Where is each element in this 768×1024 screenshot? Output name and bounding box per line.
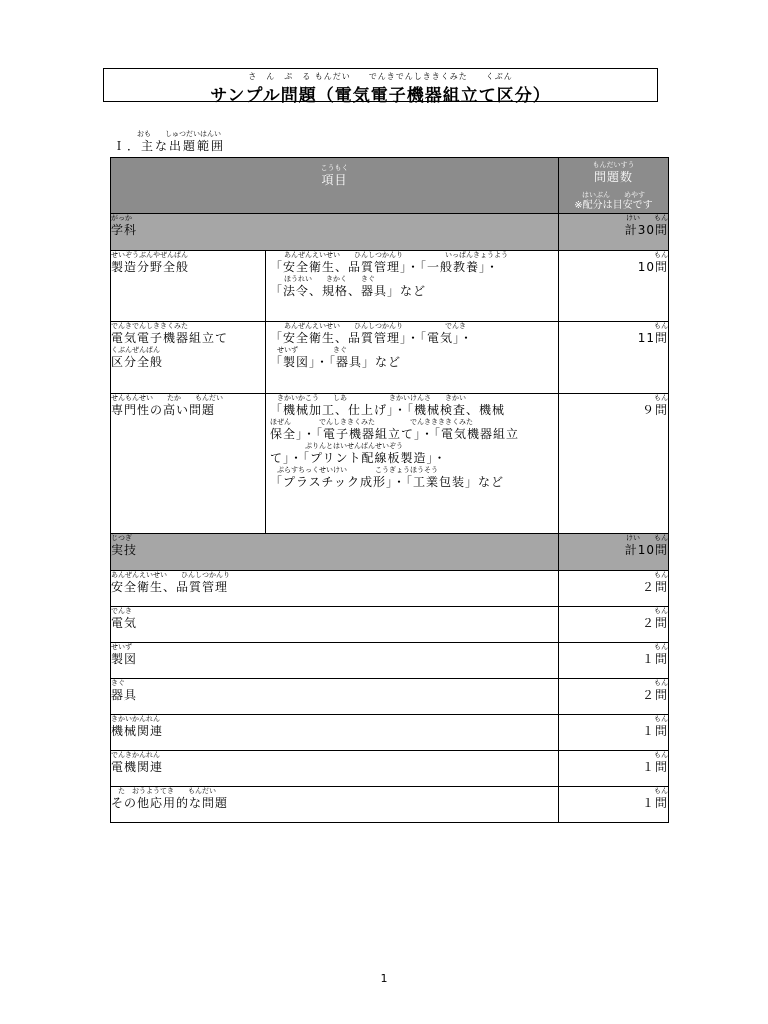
row-name: 安全衛生、品質管理: [111, 580, 229, 594]
header-note: ※配分は目安です: [574, 200, 653, 211]
row-name-cell: [111, 751, 559, 787]
detail-text: 「機械加工、仕上げ」・「機械検査、機械: [270, 403, 506, 417]
row-name: 専門性の高い問題: [111, 403, 216, 417]
row-name-cell: [111, 787, 559, 823]
table-row: [111, 322, 669, 394]
row-name-cell: [111, 643, 559, 679]
category-ruby: じつぎ: [111, 534, 132, 542]
title-ruby: さ ん ぷ る もんだい でんきでんしききくみた くぶん: [248, 72, 513, 81]
detail-ruby: せいず きぐ: [270, 346, 347, 354]
table-row: [111, 643, 669, 679]
row-name: 製図: [111, 652, 138, 666]
detail-ruby: きかいかこう しあ きかいけんさ きかい: [270, 394, 466, 402]
row-count: １問: [641, 724, 668, 738]
row-count-cell: [559, 787, 669, 823]
row-name-cell: [111, 715, 559, 751]
table-row: [111, 251, 669, 322]
table-header-item: [111, 158, 559, 214]
row-count-ruby: もん: [654, 679, 668, 687]
detail-text: 「安全衛生、品質管理」・「電気」・: [270, 331, 474, 345]
row-count-cell: [559, 643, 669, 679]
row-count-ruby: もん: [654, 322, 668, 330]
row-count-cell: [559, 679, 669, 715]
row-name-cell: [111, 571, 559, 607]
detail-ruby: ぷりんとはいせんばんせいぞう: [270, 442, 403, 450]
detail-ruby: ぷらすちっくせいけい こうぎょうほうそう: [270, 466, 438, 474]
row-name-ruby: でんきかんれん: [111, 751, 160, 759]
row-name-ruby: せいず: [111, 643, 132, 651]
row-count-ruby: もん: [654, 394, 668, 402]
row-count-ruby: もん: [654, 607, 668, 615]
row-name: 電気: [111, 616, 138, 630]
row-detail-cell: [266, 394, 559, 534]
detail-text: 「製図」・「器具」など: [270, 355, 402, 369]
category-total: 計10問: [624, 543, 668, 557]
category-label: 実技: [111, 543, 138, 557]
row-count: ２問: [641, 580, 668, 594]
detail-ruby: あんぜんえいせい ひんしつかんり いっぱんきょうよう: [270, 251, 508, 259]
category-total-cell: [559, 534, 669, 571]
row-detail-cell: [266, 322, 559, 394]
row-count-ruby: もん: [654, 787, 668, 795]
row-name-ruby: きかいかんれん: [111, 715, 160, 723]
header-count-ruby: もんだいすう: [592, 161, 635, 169]
row-name-cell: [111, 679, 559, 715]
header-note-ruby: はいぶん めやす: [582, 191, 645, 199]
row-count-ruby: もん: [654, 715, 668, 723]
table-row: [111, 607, 669, 643]
row-name-ruby: でんき: [111, 607, 132, 615]
row-count-ruby: もん: [654, 751, 668, 759]
row-count-cell: [559, 571, 669, 607]
category-row-gakka: [111, 214, 669, 251]
table-row: [111, 787, 669, 823]
category-ruby: がっか: [111, 214, 132, 222]
row-name-ruby: た おうようてき もんだい: [111, 787, 216, 795]
table-header-count: [559, 158, 669, 214]
row-name-ruby: せんもんせい たか もんだい: [111, 394, 223, 402]
row-name: 電気電子機器組立て: [111, 331, 229, 345]
row-name-cell: [111, 251, 266, 322]
row-name: 製造分野全般: [111, 260, 190, 274]
row-count-cell: [559, 607, 669, 643]
row-name: 区分全般: [111, 355, 164, 369]
row-count: ９問: [641, 403, 668, 417]
row-name: 器具: [111, 688, 138, 702]
detail-text: 「法令、規格、器具」など: [270, 284, 427, 298]
row-detail-cell: [266, 251, 559, 322]
table-row: [111, 679, 669, 715]
detail-ruby: ほぜん でんしききくみた でんききききくみた: [270, 418, 473, 426]
row-count-cell: [559, 251, 669, 322]
header-item-ruby: こうもく: [320, 164, 349, 172]
exam-range-table: [110, 157, 669, 823]
category-row-jitsugi: [111, 534, 669, 571]
row-count: １問: [641, 796, 668, 810]
category-label: 学科: [111, 223, 138, 237]
category-total: 計30問: [624, 223, 668, 237]
category-total-ruby: けい もん: [626, 534, 668, 542]
section-title: Ｉ．主な出題範囲: [113, 139, 226, 153]
category-label-cell: [111, 214, 559, 251]
row-count: 10問: [637, 260, 668, 274]
category-total-ruby: けい もん: [626, 214, 668, 222]
table-row: [111, 571, 669, 607]
table-row: [111, 715, 669, 751]
row-count-cell: [559, 715, 669, 751]
row-count: 11問: [637, 331, 668, 345]
detail-text: て」・「プリント配線板製造」・: [270, 451, 447, 465]
detail-ruby: ほうれい きかく きぐ: [270, 275, 375, 283]
row-name-ruby: でんきでんしききくみた: [111, 322, 188, 330]
page-number: 1: [380, 972, 388, 985]
row-count: ２問: [641, 616, 668, 630]
row-count-ruby: もん: [654, 643, 668, 651]
category-total-cell: [559, 214, 669, 251]
row-count: １問: [641, 652, 668, 666]
title-box: [103, 68, 658, 106]
detail-ruby: あんぜんえいせい ひんしつかんり でんき: [270, 322, 466, 330]
category-label-cell: [111, 534, 559, 571]
row-name: 電機関連: [111, 760, 164, 774]
row-count: ２問: [641, 688, 668, 702]
row-name: 機械関連: [111, 724, 164, 738]
table-row: [111, 751, 669, 787]
row-name: その他応用的な問題: [111, 796, 229, 810]
row-count: １問: [641, 760, 668, 774]
page-title: サンプル問題（電気電子機器組立て区分）: [210, 86, 551, 106]
row-count-cell: [559, 394, 669, 534]
row-count-ruby: もん: [654, 251, 668, 259]
row-name-cell: [111, 394, 266, 534]
row-name-cell: [111, 322, 266, 394]
header-item-label: 項目: [321, 173, 348, 187]
detail-text: 「安全衛生、品質管理」・「一般教養」・: [270, 260, 500, 274]
detail-text: 「プラスチック成形」・「工業包装」など: [270, 475, 505, 489]
header-count-label: 問題数: [593, 170, 633, 184]
section-ruby: おも しゅつだいはんい: [137, 130, 221, 138]
row-name-ruby: きぐ: [111, 679, 125, 687]
row-name-ruby: せいぞうぶんやぜんぱん: [111, 251, 188, 259]
detail-text: 保全」・「電子機器組立て」・「電気機器組立: [270, 427, 520, 441]
row-name-ruby: あんぜんえいせい ひんしつかんり: [111, 571, 230, 579]
row-count-ruby: もん: [654, 571, 668, 579]
row-count-cell: [559, 751, 669, 787]
table-row: [111, 394, 669, 534]
row-name-ruby: くぶんぜんぱん: [111, 346, 160, 354]
row-name-cell: [111, 607, 559, 643]
row-count-cell: [559, 322, 669, 394]
